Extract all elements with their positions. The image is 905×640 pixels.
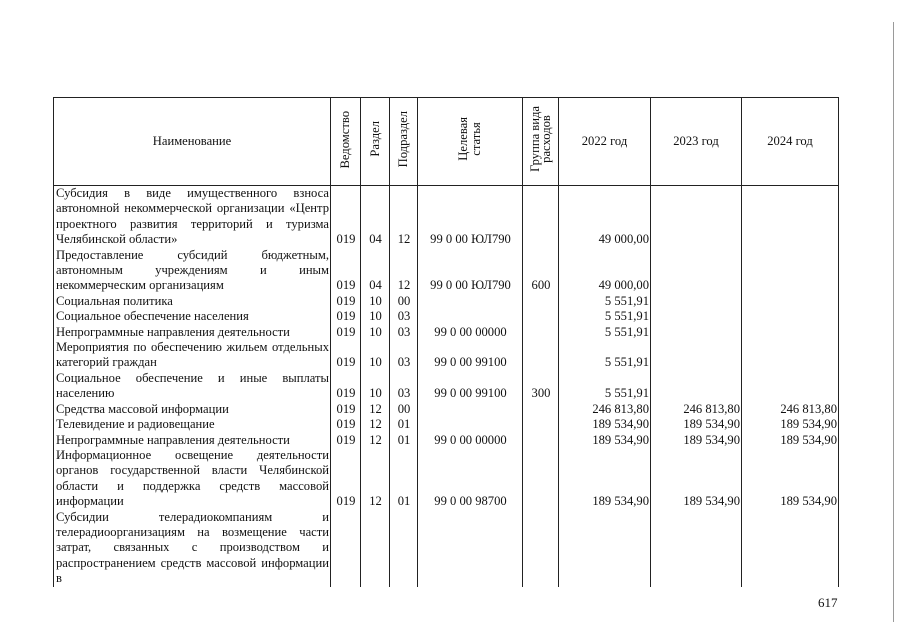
scan-edge-line: [893, 22, 894, 622]
header-2022: 2022 год: [559, 98, 651, 186]
cell-celevaya-statya: 99 0 00 98700: [418, 448, 523, 510]
table-row: [54, 248, 839, 294]
cell-gruppa-vida: 300: [523, 371, 559, 402]
cell-2024: [742, 248, 839, 294]
cell-podrazdel: 00: [390, 402, 418, 417]
cell-podrazdel: 01: [390, 433, 418, 448]
cell-vedomstvo: 019: [331, 448, 361, 510]
cell-podrazdel: 03: [390, 325, 418, 340]
cell-vedomstvo: 019: [331, 309, 361, 324]
cell-name: Социальная политика: [54, 294, 331, 309]
cell-razdel: 10: [361, 340, 390, 371]
table-row: [54, 294, 839, 309]
cell-gruppa-vida: [523, 510, 559, 587]
cell-2022: 5 551,91: [559, 325, 651, 340]
cell-gruppa-vida: [523, 186, 559, 248]
cell-gruppa-vida: [523, 309, 559, 324]
cell-name: Мероприятия по обеспечению жильем отдельных категорий граждан: [54, 340, 331, 371]
cell-gruppa-vida: [523, 433, 559, 448]
cell-2023: [651, 510, 742, 587]
cell-2022: 189 534,90: [559, 433, 651, 448]
cell-celevaya-statya: 99 0 00 00000: [418, 433, 523, 448]
cell-gruppa-vida: [523, 294, 559, 309]
table-row: [54, 510, 839, 587]
header-razdel: Раздел: [361, 98, 390, 186]
cell-celevaya-statya: [418, 510, 523, 587]
cell-2022: [559, 510, 651, 587]
cell-gruppa-vida: [523, 325, 559, 340]
cell-podrazdel: 01: [390, 448, 418, 510]
header-podrazdel: Подраздел: [390, 98, 418, 186]
cell-2023: 189 534,90: [651, 433, 742, 448]
cell-gruppa-vida: 600: [523, 248, 559, 294]
cell-2023: [651, 340, 742, 371]
cell-razdel: 10: [361, 309, 390, 324]
header-2023: 2023 год: [651, 98, 742, 186]
cell-razdel: [361, 510, 390, 587]
cell-2024: [742, 340, 839, 371]
cell-name: Предоставление субсидий бюджетным, автономным учреждениям и иным некоммерческим организациям: [54, 248, 331, 294]
cell-vedomstvo: 019: [331, 325, 361, 340]
header-vedomstvo: Ведомство: [331, 98, 361, 186]
cell-vedomstvo: 019: [331, 402, 361, 417]
cell-podrazdel: 03: [390, 309, 418, 324]
cell-celevaya-statya: 99 0 00 ЮЛ790: [418, 186, 523, 248]
cell-podrazdel: 03: [390, 340, 418, 371]
cell-name: Социальное обеспечение и иные выплаты населению: [54, 371, 331, 402]
budget-table: [53, 97, 839, 587]
cell-name: Телевидение и радиовещание: [54, 417, 331, 432]
cell-2023: [651, 248, 742, 294]
cell-razdel: 04: [361, 186, 390, 248]
cell-name: Средства массовой информации: [54, 402, 331, 417]
cell-2024: [742, 294, 839, 309]
cell-celevaya-statya: 99 0 00 00000: [418, 325, 523, 340]
cell-celevaya-statya: 99 0 00 99100: [418, 371, 523, 402]
cell-vedomstvo: 019: [331, 371, 361, 402]
cell-vedomstvo: 019: [331, 294, 361, 309]
cell-name: Субсидия в виде имущественного взноса автономной некоммерческой организации «Центр проектного развития территорий и туризма Челябинской области»: [54, 186, 331, 248]
cell-2024: [742, 371, 839, 402]
cell-gruppa-vida: [523, 402, 559, 417]
cell-razdel: 12: [361, 417, 390, 432]
cell-celevaya-statya: [418, 417, 523, 432]
cell-razdel: 12: [361, 402, 390, 417]
cell-2022: 49 000,00: [559, 248, 651, 294]
cell-name: Непрограммные направления деятельности: [54, 325, 331, 340]
cell-2023: 189 534,90: [651, 417, 742, 432]
cell-name: Субсидии телерадиокомпаниям и телерадиоорганизациям на возмещение части затрат, связанных с производством и распространением средств массовой информации в: [54, 510, 331, 587]
cell-2024: 189 534,90: [742, 417, 839, 432]
cell-2023: [651, 294, 742, 309]
cell-name: Социальное обеспечение населения: [54, 309, 331, 324]
cell-vedomstvo: 019: [331, 433, 361, 448]
cell-razdel: 10: [361, 325, 390, 340]
table-row: [54, 417, 839, 432]
header-gruppa-vida: Группа вида расходов: [523, 98, 559, 186]
cell-2023: [651, 309, 742, 324]
table-row: [54, 186, 839, 248]
cell-2024: [742, 309, 839, 324]
cell-name: Непрограммные направления деятельности: [54, 433, 331, 448]
table-row: [54, 402, 839, 417]
cell-razdel: 12: [361, 433, 390, 448]
cell-2024: [742, 325, 839, 340]
cell-vedomstvo: 019: [331, 248, 361, 294]
cell-razdel: 10: [361, 371, 390, 402]
cell-celevaya-statya: 99 0 00 ЮЛ790: [418, 248, 523, 294]
cell-2022: 49 000,00: [559, 186, 651, 248]
cell-2023: 246 813,80: [651, 402, 742, 417]
cell-2022: 246 813,80: [559, 402, 651, 417]
cell-gruppa-vida: [523, 340, 559, 371]
cell-razdel: 04: [361, 248, 390, 294]
cell-2024: 246 813,80: [742, 402, 839, 417]
cell-2023: [651, 371, 742, 402]
cell-name: Информационное освещение деятельности органов государственной власти Челябинской области и поддержка средств массовой информации: [54, 448, 331, 510]
table-row: [54, 325, 839, 340]
table-row: [54, 448, 839, 510]
cell-2024: 189 534,90: [742, 433, 839, 448]
cell-podrazdel: 01: [390, 417, 418, 432]
cell-2023: 189 534,90: [651, 448, 742, 510]
cell-celevaya-statya: [418, 402, 523, 417]
cell-2024: [742, 510, 839, 587]
cell-podrazdel: 12: [390, 248, 418, 294]
cell-celevaya-statya: [418, 309, 523, 324]
cell-celevaya-statya: [418, 294, 523, 309]
cell-gruppa-vida: [523, 448, 559, 510]
cell-vedomstvo: 019: [331, 186, 361, 248]
cell-vedomstvo: [331, 510, 361, 587]
cell-razdel: 10: [361, 294, 390, 309]
cell-2024: 189 534,90: [742, 448, 839, 510]
cell-2022: 189 534,90: [559, 448, 651, 510]
table-row: [54, 309, 839, 324]
cell-razdel: 12: [361, 448, 390, 510]
header-2024: 2024 год: [742, 98, 839, 186]
cell-podrazdel: 03: [390, 371, 418, 402]
header-celevaya-statya: Целевая статья: [418, 98, 523, 186]
cell-vedomstvo: 019: [331, 417, 361, 432]
table-row: [54, 371, 839, 402]
cell-2024: [742, 186, 839, 248]
cell-podrazdel: [390, 510, 418, 587]
table-row: [54, 340, 839, 371]
cell-vedomstvo: 019: [331, 340, 361, 371]
cell-2023: [651, 186, 742, 248]
page-number: 617: [818, 595, 838, 610]
cell-2023: [651, 325, 742, 340]
cell-2022: 189 534,90: [559, 417, 651, 432]
cell-gruppa-vida: [523, 417, 559, 432]
cell-2022: 5 551,91: [559, 309, 651, 324]
table-body: [54, 186, 839, 587]
table-header-row: [54, 98, 839, 186]
cell-podrazdel: 12: [390, 186, 418, 248]
table-row: [54, 433, 839, 448]
cell-2022: 5 551,91: [559, 340, 651, 371]
cell-celevaya-statya: 99 0 00 99100: [418, 340, 523, 371]
cell-podrazdel: 00: [390, 294, 418, 309]
cell-2022: 5 551,91: [559, 294, 651, 309]
header-name: Наименование: [54, 98, 331, 186]
cell-2022: 5 551,91: [559, 371, 651, 402]
